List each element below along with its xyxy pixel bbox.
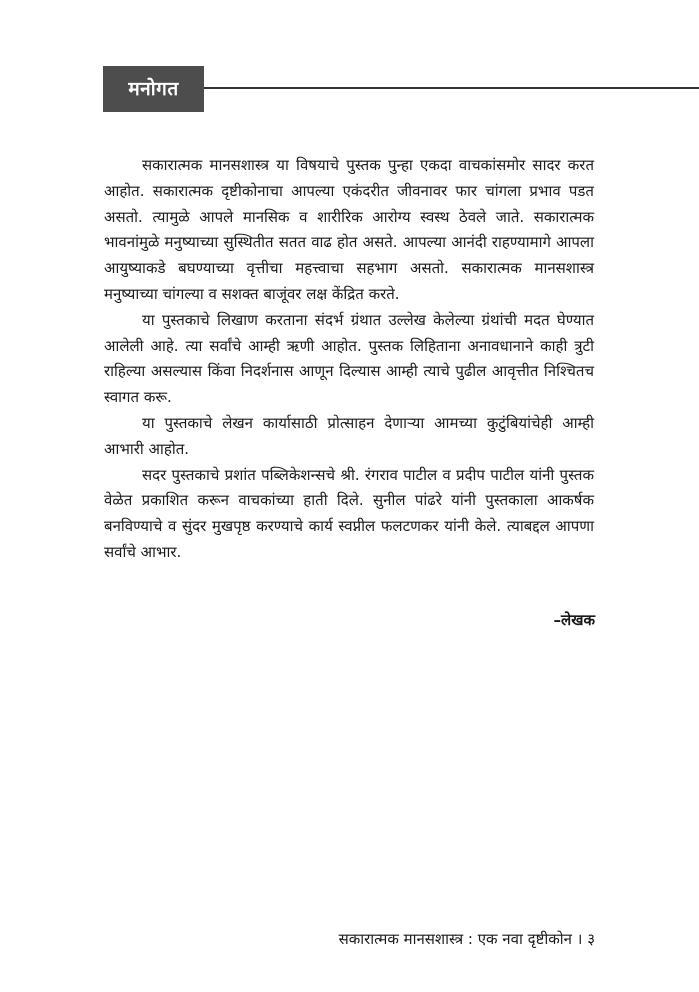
page-footer: सकारात्मक मानसशास्त्र : एक नवा दृष्टीकोन । ३ (338, 930, 595, 948)
heading-rule (204, 87, 699, 89)
paragraph-2: या पुस्तकाचे लिखाण करताना संदर्भ ग्रंथात उल्लेख केलेल्या ग्रंथांची मदत घेण्यात आलेली आहे. त्या सर्वांचे आम्ही ऋणी आहोत. पुस्तक लिहिताना अनावधानाने काही त्रुटी राहिल्या असल्यास किंवा निदर्शनास आणून दिल्यास आम्ही त्याचे पुढील आवृत्तीत निश्चितच स्वागत करू. (104, 310, 594, 407)
author-signature: –लेखक (553, 611, 595, 629)
paragraph-3: या पुस्तकाचे लेखन कार्यासाठी प्रोत्साहन देणाऱ्या आमच्या कुटुंबियांचेही आम्ही आभारी आहोत. (104, 413, 594, 458)
preface-body (104, 153, 594, 566)
page-heading: मनोगत (103, 66, 204, 112)
paragraph-4: सदर पुस्तकाचे प्रशांत पब्लिकेशन्सचे श्री. रंगराव पाटील व प्रदीप पाटील यांनी पुस्तक वेळेत प्रकाशित करून वाचकांच्या हाती दिले. सुनील पांढरे यांनी पुस्तकाला आकर्षक बनविण्याचे व सुंदर मुखपृष्ठ करण्याचे कार्य स्वप्नील फलटणकर यांनी केले. त्याबद्दल आपणा सर्वांचे आभार. (104, 465, 594, 561)
paragraph-1: सकारात्मक मानसशास्त्र या विषयाचे पुस्तक पुन्हा एकदा वाचकांसमोर सादर करत आहोत. सकारात्मक दृष्टीकोनाचा आपल्या एकंदरीत जीवनावर फार चांगला प्रभाव पडत असतो. त्यामुळे आपले मानसिक व शारीरिक आरोग्य स्वस्थ ठेवले जाते. सकारात्मक भावनांमुळे मनुष्याच्या सुस्थितीत सतत वाढ होत असते. आपल्या आनंदी राहण्यामागे आपला आयुष्याकडे बघण्याच्या वृत्तीचा महत्त्वाचा सहभाग असतो. सकारात्मक मानसशास्त्र मनुष्याच्या चांगल्या व सशक्त बाजूंवर लक्ष केंद्रित करते. (104, 156, 594, 303)
heading-bar (103, 66, 699, 112)
